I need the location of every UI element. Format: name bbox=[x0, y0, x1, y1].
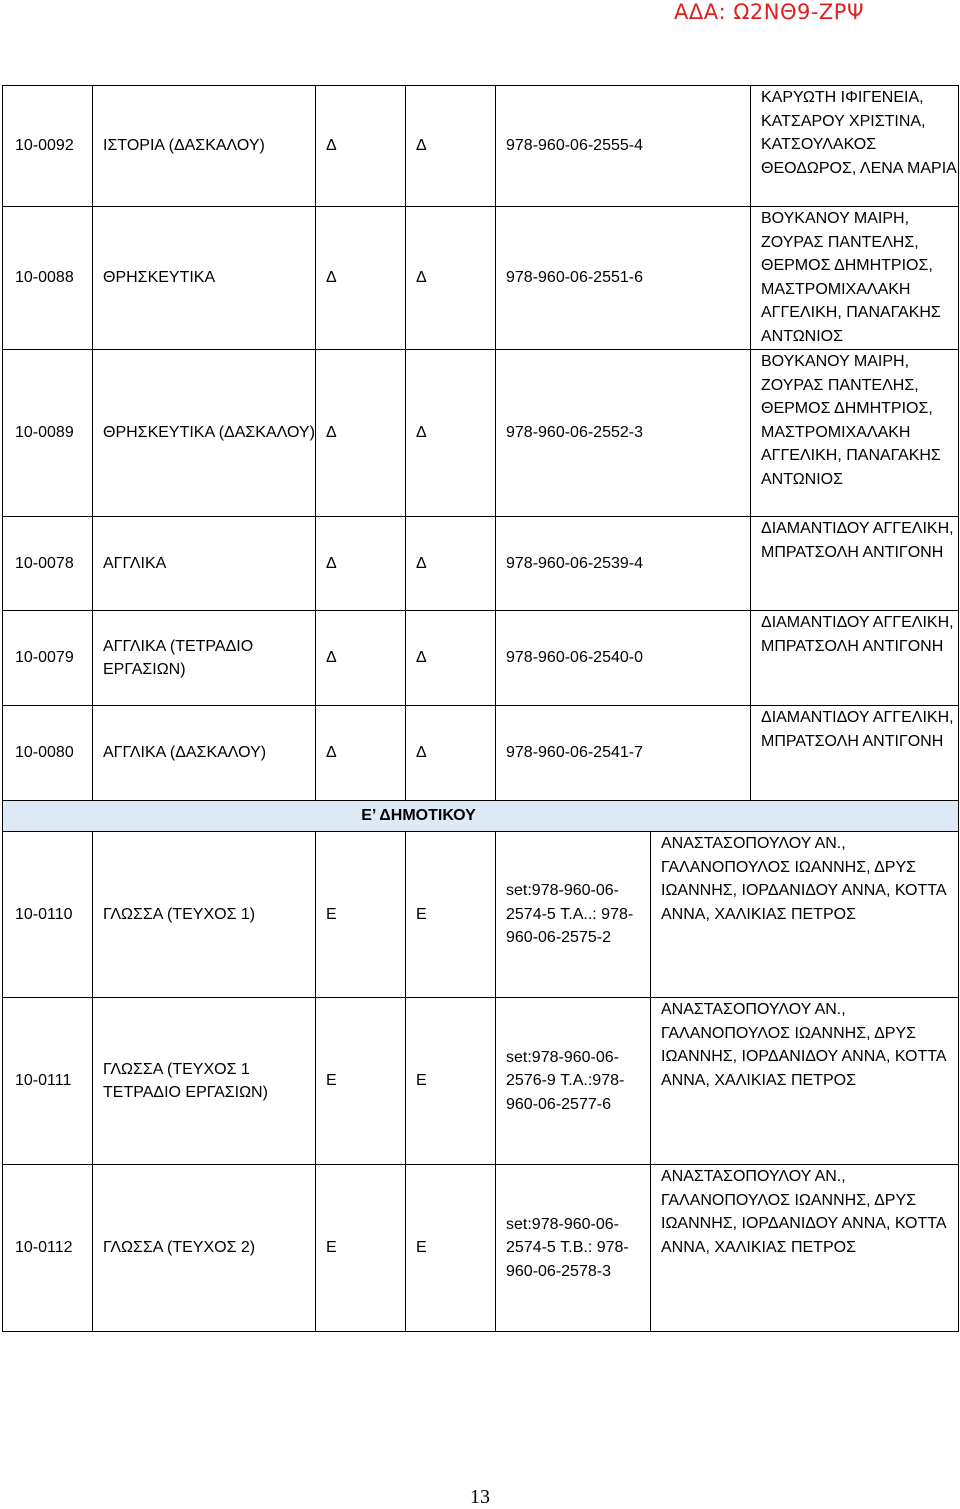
class-2: Ε bbox=[406, 832, 496, 998]
isbn: 978-960-06-2555-4 bbox=[496, 86, 751, 207]
class-1: Δ bbox=[316, 517, 406, 611]
class-1: Δ bbox=[316, 86, 406, 207]
book-code: 10-0092 bbox=[3, 86, 93, 207]
class-2: Ε bbox=[406, 998, 496, 1165]
section-row bbox=[3, 801, 959, 832]
class-2: Δ bbox=[406, 207, 496, 350]
authors: ΑΝΑΣΤΑΣΟΠΟΥΛΟΥ ΑΝ., ΓΑΛΑΝΟΠΟΥΛΟΣ ΙΩΑΝΝΗΣ, ΔΡΥΣ ΙΩΑΝΝΗΣ, ΙΟΡΔΑΝΙΔΟΥ ΑΝΝΑ, ΚΟΤΤΑ ΑΝΝΑ, ΧΑΛΙΚΙΑΣ ΠΕΤΡΟΣ bbox=[651, 998, 959, 1165]
table-row bbox=[3, 207, 959, 350]
class-2: Δ bbox=[406, 706, 496, 801]
isbn: set:978-960-06-2574-5 Τ.Α..: 978-960-06-2575-2 bbox=[496, 832, 651, 998]
class-1: Δ bbox=[316, 350, 406, 517]
book-title: ΑΓΓΛΙΚΑ bbox=[93, 517, 316, 611]
section-header: Ε’ ΔΗΜΟΤΙΚΟΥ bbox=[3, 801, 959, 832]
book-code: 10-0111 bbox=[3, 998, 93, 1165]
class-2: Ε bbox=[406, 1165, 496, 1332]
book-title: ΑΓΓΛΙΚΑ (ΔΑΣΚΑΛΟΥ) bbox=[93, 706, 316, 801]
table-row bbox=[3, 706, 959, 801]
book-code: 10-0112 bbox=[3, 1165, 93, 1332]
isbn: set:978-960-06-2574-5 Τ.Β.: 978-960-06-2578-3 bbox=[496, 1165, 651, 1332]
book-code: 10-0089 bbox=[3, 350, 93, 517]
book-code: 10-0078 bbox=[3, 517, 93, 611]
class-1: Δ bbox=[316, 611, 406, 706]
authors: ΔΙΑΜΑΝΤΙΔΟΥ ΑΓΓΕΛΙΚΗ, ΜΠΡΑΤΣΟΛΗ ΑΝΤΙΓΟΝΗ bbox=[751, 517, 959, 611]
class-2: Δ bbox=[406, 86, 496, 207]
table-row bbox=[3, 350, 959, 517]
book-title: ΑΓΓΛΙΚΑ (ΤΕΤΡΑΔΙΟ ΕΡΓΑΣΙΩΝ) bbox=[93, 611, 316, 706]
table-row bbox=[3, 517, 959, 611]
table-row bbox=[3, 832, 959, 998]
book-title: ΓΛΩΣΣΑ (ΤΕΥΧΟΣ 1 ΤΕΤΡΑΔΙΟ ΕΡΓΑΣΙΩΝ) bbox=[93, 998, 316, 1165]
class-2: Δ bbox=[406, 611, 496, 706]
book-code: 10-0088 bbox=[3, 207, 93, 350]
authors: ΚΑΡΥΩΤΗ ΙΦΙΓΕΝΕΙΑ, ΚΑΤΣΑΡΟΥ ΧΡΙΣΤΙΝΑ, ΚΑΤΣΟΥΛΑΚΟΣ ΘΕΟΔΩΡΟΣ, ΛΕΝΑ ΜΑΡΙΑ bbox=[751, 86, 959, 207]
book-title: ΙΣΤΟΡΙΑ (ΔΑΣΚΑΛΟΥ) bbox=[93, 86, 316, 207]
table-row bbox=[3, 611, 959, 706]
authors: ΔΙΑΜΑΝΤΙΔΟΥ ΑΓΓΕΛΙΚΗ, ΜΠΡΑΤΣΟΛΗ ΑΝΤΙΓΟΝΗ bbox=[751, 706, 959, 801]
isbn: 978-960-06-2551-6 bbox=[496, 207, 751, 350]
book-code: 10-0079 bbox=[3, 611, 93, 706]
authors: ΑΝΑΣΤΑΣΟΠΟΥΛΟΥ ΑΝ., ΓΑΛΑΝΟΠΟΥΛΟΣ ΙΩΑΝΝΗΣ, ΔΡΥΣ ΙΩΑΝΝΗΣ, ΙΟΡΔΑΝΙΔΟΥ ΑΝΝΑ, ΚΟΤΤΑ ΑΝΝΑ, ΧΑΛΙΚΙΑΣ ΠΕΤΡΟΣ bbox=[651, 832, 959, 998]
book-title: ΘΡΗΣΚΕΥΤΙΚΑ (ΔΑΣΚΑΛΟΥ) bbox=[93, 350, 316, 517]
class-1: Ε bbox=[316, 998, 406, 1165]
class-1: Ε bbox=[316, 1165, 406, 1332]
book-title: ΓΛΩΣΣΑ (ΤΕΥΧΟΣ 2) bbox=[93, 1165, 316, 1332]
authors: ΒΟΥΚΑΝΟΥ ΜΑΙΡΗ, ΖΟΥΡΑΣ ΠΑΝΤΕΛΗΣ, ΘΕΡΜΟΣ ΔΗΜΗΤΡΙΟΣ, ΜΑΣΤΡΟΜΙΧΑΛΑΚΗ ΑΓΓΕΛΙΚΗ, ΠΑΝΑΓΑΚΗΣ ΑΝΤΩΝΙΟΣ bbox=[751, 207, 959, 350]
page-number: 13 bbox=[470, 1486, 490, 1508]
class-2: Δ bbox=[406, 350, 496, 517]
class-1: Δ bbox=[316, 207, 406, 350]
books-table bbox=[2, 85, 959, 1332]
ada-code: ΑΔΑ: Ω2ΝΘ9-ΖΡΨ bbox=[673, 0, 864, 24]
class-1: Δ bbox=[316, 706, 406, 801]
table-row bbox=[3, 1165, 959, 1332]
isbn: 978-960-06-2539-4 bbox=[496, 517, 751, 611]
book-code: 10-0080 bbox=[3, 706, 93, 801]
table-row bbox=[3, 86, 959, 207]
table-row bbox=[3, 998, 959, 1165]
book-title: ΘΡΗΣΚΕΥΤΙΚΑ bbox=[93, 207, 316, 350]
isbn: 978-960-06-2541-7 bbox=[496, 706, 751, 801]
authors: ΒΟΥΚΑΝΟΥ ΜΑΙΡΗ, ΖΟΥΡΑΣ ΠΑΝΤΕΛΗΣ, ΘΕΡΜΟΣ ΔΗΜΗΤΡΙΟΣ, ΜΑΣΤΡΟΜΙΧΑΛΑΚΗ ΑΓΓΕΛΙΚΗ, ΠΑΝΑΓΑΚΗΣ ΑΝΤΩΝΙΟΣ bbox=[751, 350, 959, 517]
isbn: 978-960-06-2552-3 bbox=[496, 350, 751, 517]
book-title: ΓΛΩΣΣΑ (ΤΕΥΧΟΣ 1) bbox=[93, 832, 316, 998]
isbn: set:978-960-06-2576-9 Τ.Α.:978-960-06-2577-6 bbox=[496, 998, 651, 1165]
authors: ΔΙΑΜΑΝΤΙΔΟΥ ΑΓΓΕΛΙΚΗ, ΜΠΡΑΤΣΟΛΗ ΑΝΤΙΓΟΝΗ bbox=[751, 611, 959, 706]
book-code: 10-0110 bbox=[3, 832, 93, 998]
isbn: 978-960-06-2540-0 bbox=[496, 611, 751, 706]
authors: ΑΝΑΣΤΑΣΟΠΟΥΛΟΥ ΑΝ., ΓΑΛΑΝΟΠΟΥΛΟΣ ΙΩΑΝΝΗΣ, ΔΡΥΣ ΙΩΑΝΝΗΣ, ΙΟΡΔΑΝΙΔΟΥ ΑΝΝΑ, ΚΟΤΤΑ ΑΝΝΑ, ΧΑΛΙΚΙΑΣ ΠΕΤΡΟΣ bbox=[651, 1165, 959, 1332]
class-2: Δ bbox=[406, 517, 496, 611]
class-1: Ε bbox=[316, 832, 406, 998]
